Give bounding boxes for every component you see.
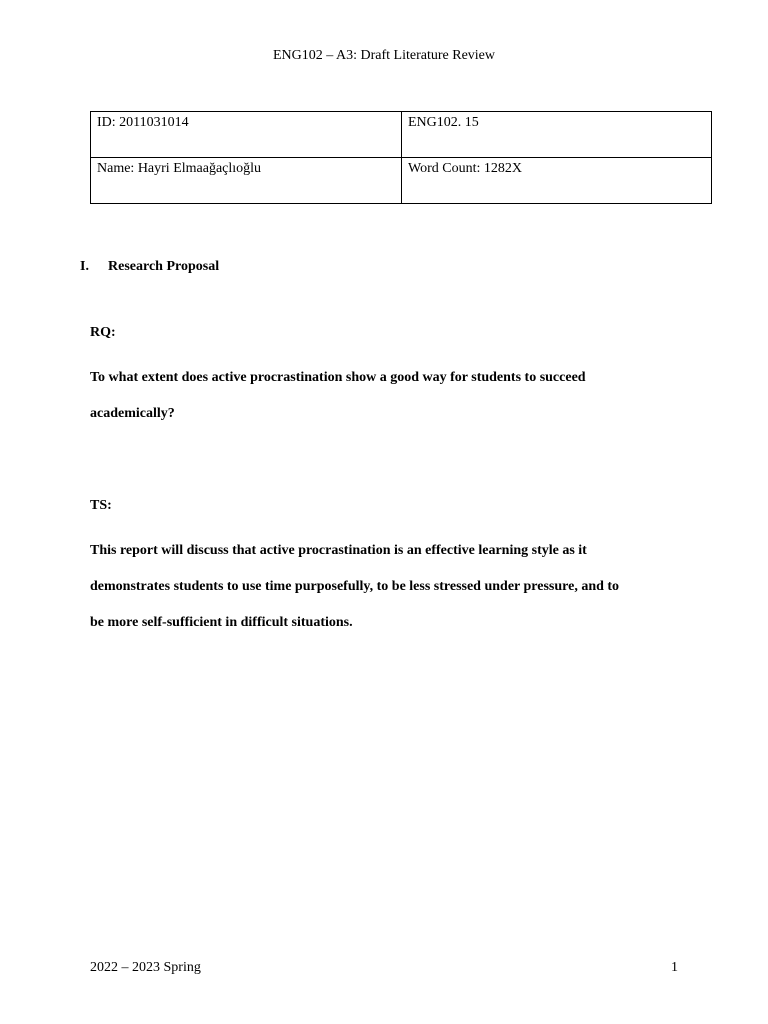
student-info-table [90,111,712,204]
course-code-cell [402,112,712,158]
ts-text-line: be more self-sufficient in difficult situations. [90,615,353,630]
student-name-cell: Name: Hayri Elmaağaçlıoğlu [91,158,402,204]
page-header-title: ENG102 – A3: Draft Literature Review [273,48,495,63]
footer-page-number: 1 [671,960,678,975]
section-heading [80,258,219,276]
section-number: I. [80,259,89,274]
section-title: Research Proposal [108,259,220,274]
course-code-text: ENG102. 15 [408,115,479,130]
student-id-cell: ID: 2011031014 [91,112,402,158]
word-count-cell: Word Count: 1282X [402,158,712,204]
ts-text-line: demonstrates students to use time purposefully, to be less stressed under pressure, and to [90,579,620,594]
rq-label: RQ: [90,325,116,340]
ts-text-line: This report will discuss that active procrastination is an effective learning style as it [90,543,587,558]
table-row [91,112,712,158]
ts-label: TS: [90,498,112,513]
rq-text-line: To what extent does active procrastination show a good way for students to succeed [90,370,586,385]
rq-text-line: academically? [90,406,175,421]
table-row [91,158,712,204]
footer-term: 2022 – 2023 Spring [90,960,201,975]
